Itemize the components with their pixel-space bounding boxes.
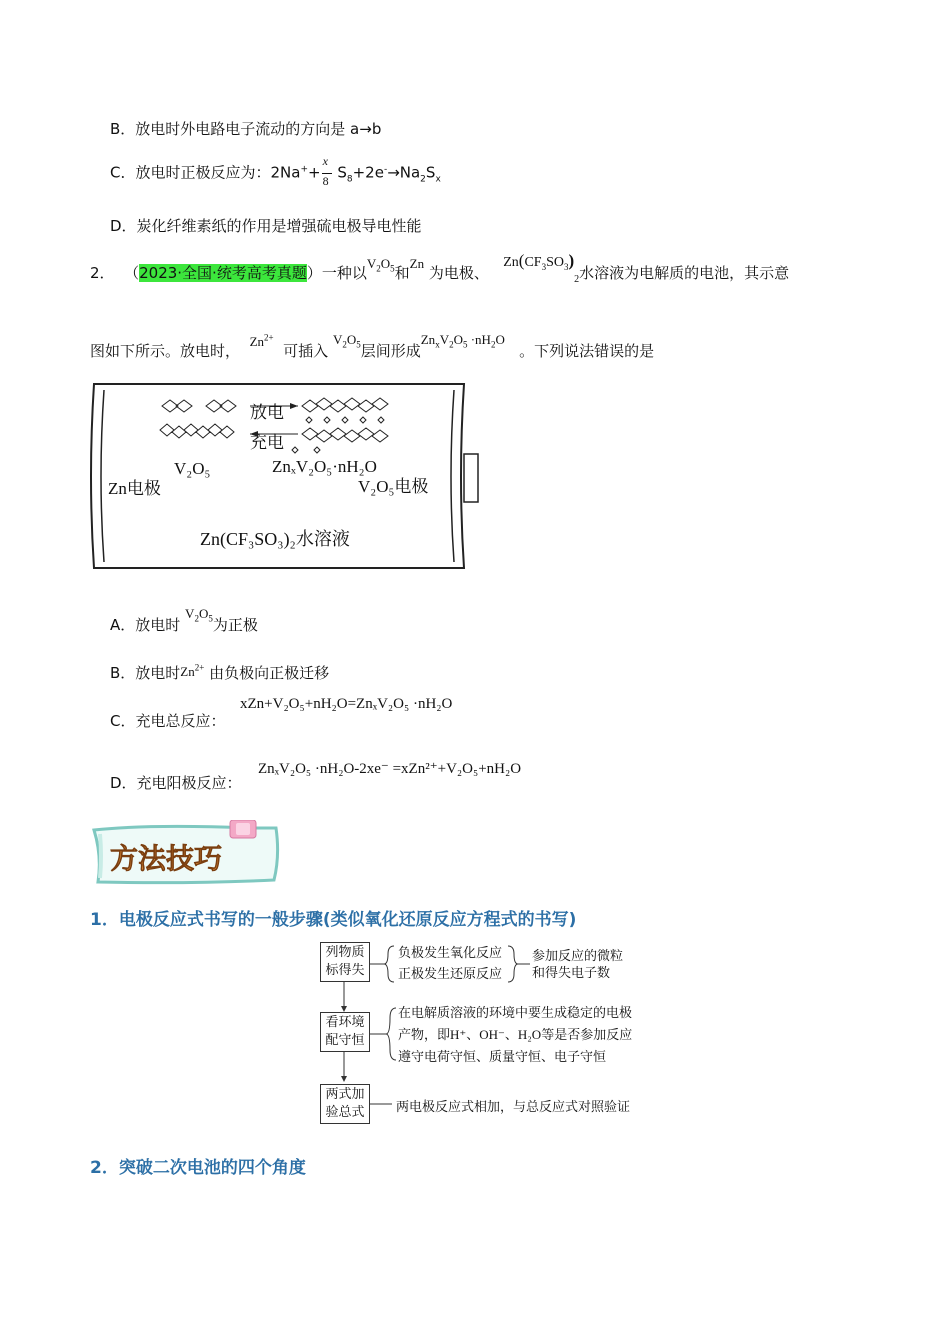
flow-box-1: 列物质 标得失 [320, 942, 370, 982]
q2-option-c: C．充电总反应： [110, 712, 226, 730]
q2-option-d: D．充电阳极反应： [110, 774, 242, 792]
left-material-label: V₂O₅ [174, 459, 211, 478]
discharge-label: 放电 [250, 403, 284, 422]
flow-box1-line2: 正极发生还原反应 [398, 966, 503, 981]
q2-option-c-equation: xZn+V₂O₅+nH₂O=ZnₓV₂O₅ ·nH₂O [240, 696, 453, 712]
q2-stem-line2: 图如下所示。放电时， $Zn^{2+}$ 可插入 $V_2O_5$层间形成$Zn_xV_2O_5 \cdot nH_2O$ 。下列说法错误的是 [90, 332, 655, 360]
method-banner [90, 820, 290, 886]
flow-box1-result1: 参加反应的微粒 [532, 948, 624, 963]
right-material-label: ZnₓV₂O₅·nH₂O [272, 457, 377, 476]
flow-box1-result2: 和得失电子数 [532, 965, 611, 980]
flow-box2-line2: 产物，即H⁺、OH⁻、H₂O等是否参加反应 [398, 1027, 633, 1042]
v2o5-electrode-label: V₂O₅电极 [358, 477, 429, 496]
charge-label: 充电 [250, 433, 284, 452]
flow-box2-line1: 在电解质溶液的环境中要生成稳定的电极 [398, 1005, 633, 1020]
flow-box-2: 看环境 配守恒 [320, 1012, 370, 1052]
source-highlight: 2023·全国·统考高考真题 [139, 264, 307, 282]
option-c: C．放电时正极反应为：2Na++ $\frac{x}{8}$ $S_8+2e^-\to Na_2S_x$ [110, 154, 441, 188]
q2-option-a: A．放电时 $V_2O_5$为正极 [110, 606, 258, 634]
flow-box2-line3: 遵守电荷守恒、质量守恒、电子守恒 [398, 1049, 607, 1064]
q2-option-d-equation: ZnₓV₂O₅ ·nH₂O-2xe⁻ =xZn²⁺+V₂O₅+nH₂O [258, 761, 522, 777]
banner-text: 方法技巧 [110, 842, 223, 875]
section2-title: 2．突破二次电池的四个角度 [90, 1158, 306, 1178]
option-d: D．炭化纤维素纸的作用是增强硫电极导电性能 [110, 217, 422, 235]
zn-electrode-label: Zn电极 [108, 479, 161, 498]
fraction-x-over-8: $\frac{x}{8}$ [321, 158, 333, 188]
flow-box1-line1: 负极发生氧化反应 [398, 945, 503, 960]
option-b: B．放电时外电路电子流动的方向是 a→b [110, 120, 382, 138]
q2-stem-line1: 2． （2023·全国·统考高考真题）一种以$V_2O_5$和Zn 为电极、 $Zn(CF_3SO_3)_2$水溶液为电解质的电池，其示意 [90, 251, 790, 285]
flow-box3-text: 两电极反应式相加，与总反应式对照验证 [396, 1099, 631, 1114]
electrolyte-label: Zn(CF₃SO₃)₂水溶液 [200, 529, 350, 549]
section1-title: 1．电极反应式书写的一般步骤(类似氧化还原反应方程式的书写) [90, 910, 577, 930]
q2-option-b: B．放电时$Zn^{2+}$ 由负极向正极迁移 [110, 662, 330, 682]
battery-diagram [88, 380, 488, 575]
flow-box-3: 两式加 验总式 [320, 1084, 370, 1124]
